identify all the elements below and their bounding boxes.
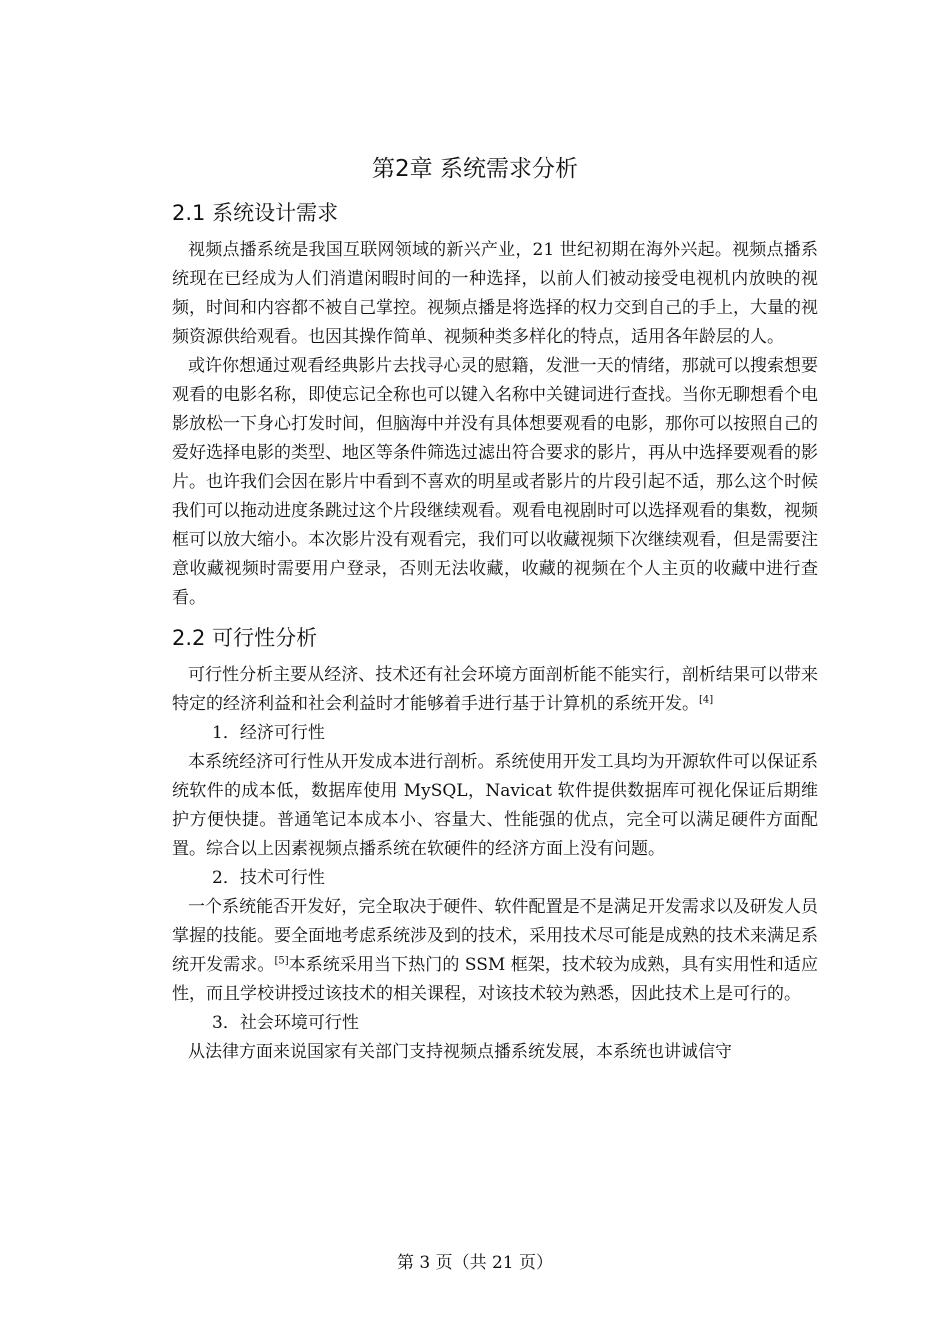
section-heading-2-1: 2.1 系统设计需求 [172, 201, 339, 225]
subheading-social: 3．社会环境可行性 [212, 1013, 359, 1033]
paragraph-text: 可行性分析主要从经济、技术还有社会环境方面剖析能不能实行，剖析结果可以带来特定的经济利益和社会利益时才能够着手进行基于计算机的系统开发。 [172, 665, 818, 714]
section-heading-2-2: 2.2 可行性分析 [172, 626, 318, 650]
paragraph-text: 一个系统能否开发好，完全取决于硬件、软件配置是不是满足开发需求以及研发人员掌握的技能。要全面地考虑系统涉及到的技术，采用技术尽可能是成熟的技术来满足系统开发需求。 [172, 897, 818, 975]
paragraph-text: 本系统采用当下热门的 SSM 框架，技术较为成熟，具有实用性和适应性，而且学校讲授过该技术的相关课程，对该技术较为熟悉，因此技术上是可行的。 [172, 955, 818, 1004]
subheading-technical: 2．技术可行性 [212, 868, 325, 888]
paragraph-feasibility-intro [172, 661, 818, 719]
citation-ref: [4] [699, 694, 714, 706]
subheading-economic: 1．经济可行性 [212, 723, 325, 743]
paragraph-technical [172, 893, 818, 1009]
chapter-title: 第2章 系统需求分析 [372, 156, 578, 182]
page-number-footer: 第 3 页（共 21 页） [396, 1253, 554, 1273]
paragraph: 视频点播系统是我国互联网领域的新兴产业，21 世纪初期在海外兴起。视频点播系统现在已经成为人们消遣闲暇时间的一种选择，以前人们被动接受电视机内放映的视频，时间和内容都不被自己掌控。视频点播是将选择的权力交到自己的手上，大量的视频资源供给观看。也因其操作简单、视频种类多样化的特点，适用各年龄层的人。 [172, 240, 818, 347]
citation-ref: [5] [274, 955, 289, 967]
page-content [172, 194, 818, 1067]
paragraph: 或许你想通过观看经典影片去找寻心灵的慰籍，发泄一天的情绪，那就可以搜索想要观看的电影名称，即使忘记全称也可以键入名称中关键词进行查找。当你无聊想看个电影放松一下身心打发时间，但脑海中并没有具体想要观看的电影，那你可以按照自己的爱好选择电影的类型、地区等条件筛选过滤出符合要求的影片，再从中选择要观看的影片。也许我们会因在影片中看到不喜欢的明星或者影片的片段引起不适，那么这个时候我们可以拖动进度条跳过这个片段继续观看。观看电视剧时可以选择观看的集数，视频框可以放大缩小。本次影片没有观看完，我们可以收藏视频下次继续观看，但是需要注意收藏视频时需要用户登录，否则无法收藏，收藏的视频在个人主页的收藏中进行查看。 [172, 356, 818, 608]
paragraph-economic: 本系统经济可行性从开发成本进行剖析。系统使用开发工具均为开源软件可以保证系统软件的成本低，数据库使用 MySQL，Navicat 软件提供数据库可视化保证后期维护方便快捷。普通笔记本成本小、容量大、性能强的优点，完全可以满足硬件方面配置。综合以上因素视频点播系统在软硬件的经济方面上没有问题。 [172, 752, 818, 859]
paragraph-social: 从法律方面来说国家有关部门支持视频点播系统发展，本系统也讲诚信守 [188, 1042, 732, 1062]
